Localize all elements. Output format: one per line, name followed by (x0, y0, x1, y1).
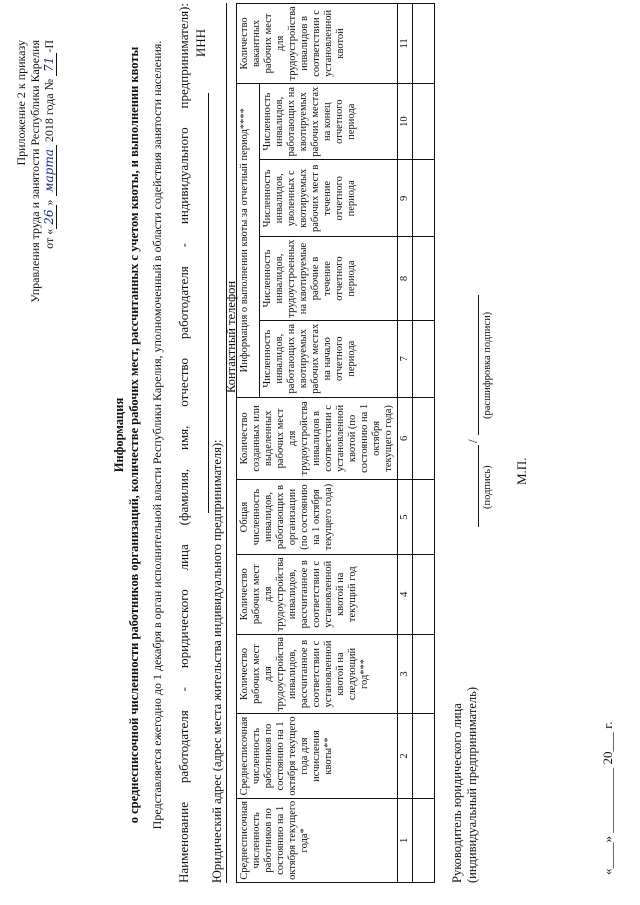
signature-line2: (индивидуальный предприниматель) (465, 687, 479, 883)
address-line (226, 3, 227, 883)
table-data-row (413, 4, 435, 883)
name-row-word: - (176, 687, 191, 692)
col-number: 3 (398, 634, 413, 714)
appendix-line2: Управления труда и занятости Республики Карелия (28, 40, 42, 303)
appendix-line1: Приложение 2 к приказу (14, 40, 28, 166)
phone-label: Контактный телефон (224, 280, 238, 393)
col-header-10: Численность инвалидов, работающих на квотируемых рабочих местах на конец отчетного периода (260, 83, 398, 160)
document-subtitle: Представляется ежегодно до 1 декабря в орган исполнительной власти Республики Карелия, уполномоченный в области содействия занятости населения. (150, 40, 164, 830)
data-cell[interactable] (413, 798, 435, 882)
col-header-4: Количество рабочих мест для трудоустройства инвалидов, рассчитанное в соответствии с установленной квотой на текущий год (237, 554, 398, 634)
signature-line1: Руководитель юридического лица (450, 703, 464, 883)
document-title (112, 25, 142, 845)
stamp-place: М.П. (514, 457, 529, 485)
col-header-6: Количество созданных или выделенных рабочих мест для трудоустройства инвалидов в соответствии с установленной квотой (по состоянию на 1 октября текущего года) (237, 397, 398, 480)
table-header-row-1 (237, 4, 260, 883)
name-row-word: имя, (176, 425, 191, 451)
appendix-day: 26 (42, 205, 57, 228)
name-row-word: (фамилия, (176, 468, 191, 526)
col-header-1: Среднесписочная численность работников по состоянию на 1 октября текущего года* (237, 798, 398, 882)
appendix-suffix: -П (42, 40, 56, 53)
col-header-8: Численность инвалидов, трудоустроенных на квотируемые рабочие в течение отчетного периода (260, 237, 398, 321)
col-number: 8 (398, 237, 413, 321)
data-cell[interactable] (413, 634, 435, 714)
col-header-7: Численность инвалидов, работающих на квотируемых рабочих местах на начало отчетного периода (260, 320, 398, 397)
name-row-word: индивидуального (176, 127, 191, 225)
employer-name-row (176, 3, 192, 883)
data-cell[interactable] (413, 4, 435, 84)
name-row-word: предпринимателя): (176, 3, 191, 109)
quota-table (236, 3, 435, 883)
col-header-3: Количество рабочих мест для трудоустройства инвалидов, рассчитанное в соответствии с установленной квотой на следующий год*** (237, 634, 398, 714)
data-cell[interactable] (413, 714, 435, 798)
appendix-date-prefix: от « (42, 228, 56, 249)
data-cell[interactable] (413, 160, 435, 237)
data-cell[interactable] (413, 237, 435, 321)
name-row-word: юридического (176, 589, 191, 669)
name-row-word: работодателя (176, 266, 191, 340)
signature-slash: / (465, 439, 480, 443)
col-number: 1 (398, 798, 413, 882)
col-header-9: Численность инвалидов, уволенных с квотируемых рабочих мест в течение отчетного периода (260, 160, 398, 237)
col-number: 10 (398, 83, 413, 160)
signature-field[interactable] (478, 445, 479, 527)
appendix-month: марта (42, 145, 57, 196)
caption-sign: (подпись) (482, 465, 493, 509)
address-label: Юридический адрес (адрес места жительства индивидуального предпринимателя): (210, 439, 224, 883)
inn-label: ИНН (193, 29, 208, 58)
col-number: 6 (398, 397, 413, 480)
name-row-word: - (176, 243, 191, 248)
col-number: 9 (398, 160, 413, 237)
date-line: «____» __________ 20___ г. (600, 721, 615, 875)
appendix-number: 71 (42, 53, 57, 76)
col-number: 4 (398, 554, 413, 634)
col-number: 5 (398, 480, 413, 555)
data-cell[interactable] (413, 83, 435, 160)
name-row-word: работодателя (176, 710, 191, 784)
signature-block (450, 3, 480, 883)
address-row (210, 3, 225, 883)
col-header-11: Количество вакантных рабочих мест для трудоустройства инвалидов в соответствии с установленной квотой (237, 4, 398, 84)
data-cell[interactable] (413, 480, 435, 555)
col-number: 7 (398, 320, 413, 397)
caption-decode: (расшифровка подписи) (482, 311, 493, 419)
data-cell[interactable] (413, 397, 435, 480)
col-number: 11 (398, 4, 413, 84)
column-numbers-row (398, 4, 413, 883)
name-row-word: Наименование (176, 802, 191, 883)
data-cell[interactable] (413, 320, 435, 397)
appendix-header (14, 40, 56, 420)
appendix-line3 (42, 40, 56, 420)
name-row-word: отчество (176, 358, 191, 407)
appendix-date-mid: » (42, 199, 56, 206)
group-header: Информация о выполнении квоты за отчетный период**** (237, 83, 260, 397)
title-line1: Информация (112, 397, 126, 473)
col-header-2: Среднесписочная численность работников по состоянию на 1 октября текущего года для исчисления квоты** (237, 714, 398, 798)
title-line2: о среднесписочной численности работников организаций, количестве рабочих мест, рассчитанных с учетом квоты, и выполнении квоты (127, 46, 141, 824)
name-row-word: лица (176, 544, 191, 571)
data-cell[interactable] (413, 554, 435, 634)
col-number: 2 (398, 714, 413, 798)
col-header-5: Общая численность инвалидов, работающих в организации (по состоянию на 1 октября текущего года) (237, 480, 398, 555)
appendix-year: 2018 года № (42, 78, 56, 143)
signature-decode-field[interactable] (478, 295, 479, 435)
